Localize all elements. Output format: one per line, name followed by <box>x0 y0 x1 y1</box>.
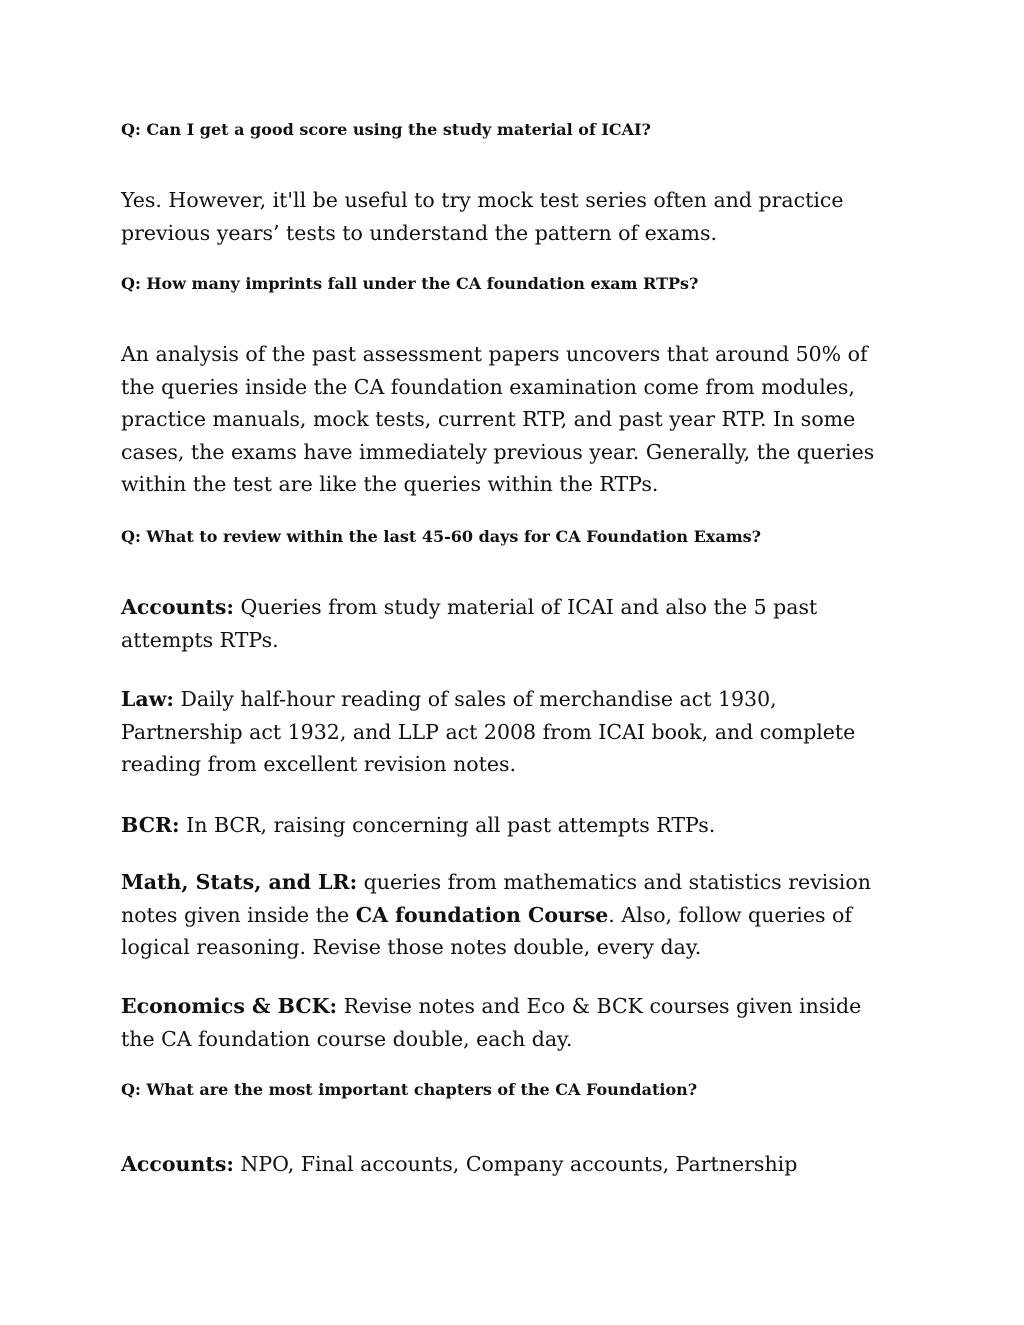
question-heading: Q: What are the most important chapters of the CA Foundation? <box>121 1080 698 1099</box>
item-label: Law: <box>121 687 174 711</box>
item-label: BCR: <box>121 813 180 837</box>
item-text: . Also, follow queries of logical reasoning. Revise those notes double, every day. <box>121 902 852 959</box>
item-text: In BCR, raising concerning all past attempts RTPs. <box>179 813 716 837</box>
item-label: Accounts: <box>121 1152 234 1176</box>
item-text: queries from mathematics and statistics revision notes given inside the <box>121 870 871 927</box>
item-label: Accounts: <box>121 595 234 619</box>
item-label: Economics & BCK: <box>121 994 338 1018</box>
question-heading: Q: How many imprints fall under the CA foundation exam RTPs? <box>121 274 699 293</box>
item-text: Daily half-hour reading of sales of merchandise act 1930, Partnership act 1932, and LLP act 2008 from ICAI book, and complete reading from excellent revision notes. <box>121 687 856 776</box>
answer-item-accounts <box>121 591 901 656</box>
answer-paragraph: Yes. However, it'll be useful to try mock test series often and practice previous years’ tests to understand the pattern of exams. <box>121 188 844 245</box>
item-label: Math, Stats, and LR: <box>121 870 358 894</box>
item-text: NPO, Final accounts, Company accounts, Partnership <box>233 1152 798 1176</box>
question-heading: Q: What to review within the last 45-60 days for CA Foundation Exams? <box>121 527 762 546</box>
answer-item-math-stats-lr <box>121 866 901 964</box>
answer-item-economics-bck <box>121 990 901 1055</box>
item-text: Revise notes and Eco & BCK courses given inside the CA foundation course double, each day. <box>121 994 862 1051</box>
question-heading: Q: Can I get a good score using the study material of ICAI? <box>121 120 651 139</box>
answer-item-bcr <box>121 809 901 842</box>
item-text: Queries from study material of ICAI and also the 5 past attempts RTPs. <box>121 595 818 652</box>
answer-paragraph: An analysis of the past assessment papers uncovers that around 50% of the queries inside the CA foundation examination come from modules, practice manuals, mock tests, current RTP, and past year RTP. In some cases, the exams have immediately previous year. Generally, the queries within the test are like the queries within the RTPs. <box>121 342 875 496</box>
answer-item-accounts <box>121 1148 901 1181</box>
answer-item-law <box>121 683 901 781</box>
item-bold-inline: CA foundation Course <box>355 902 609 927</box>
